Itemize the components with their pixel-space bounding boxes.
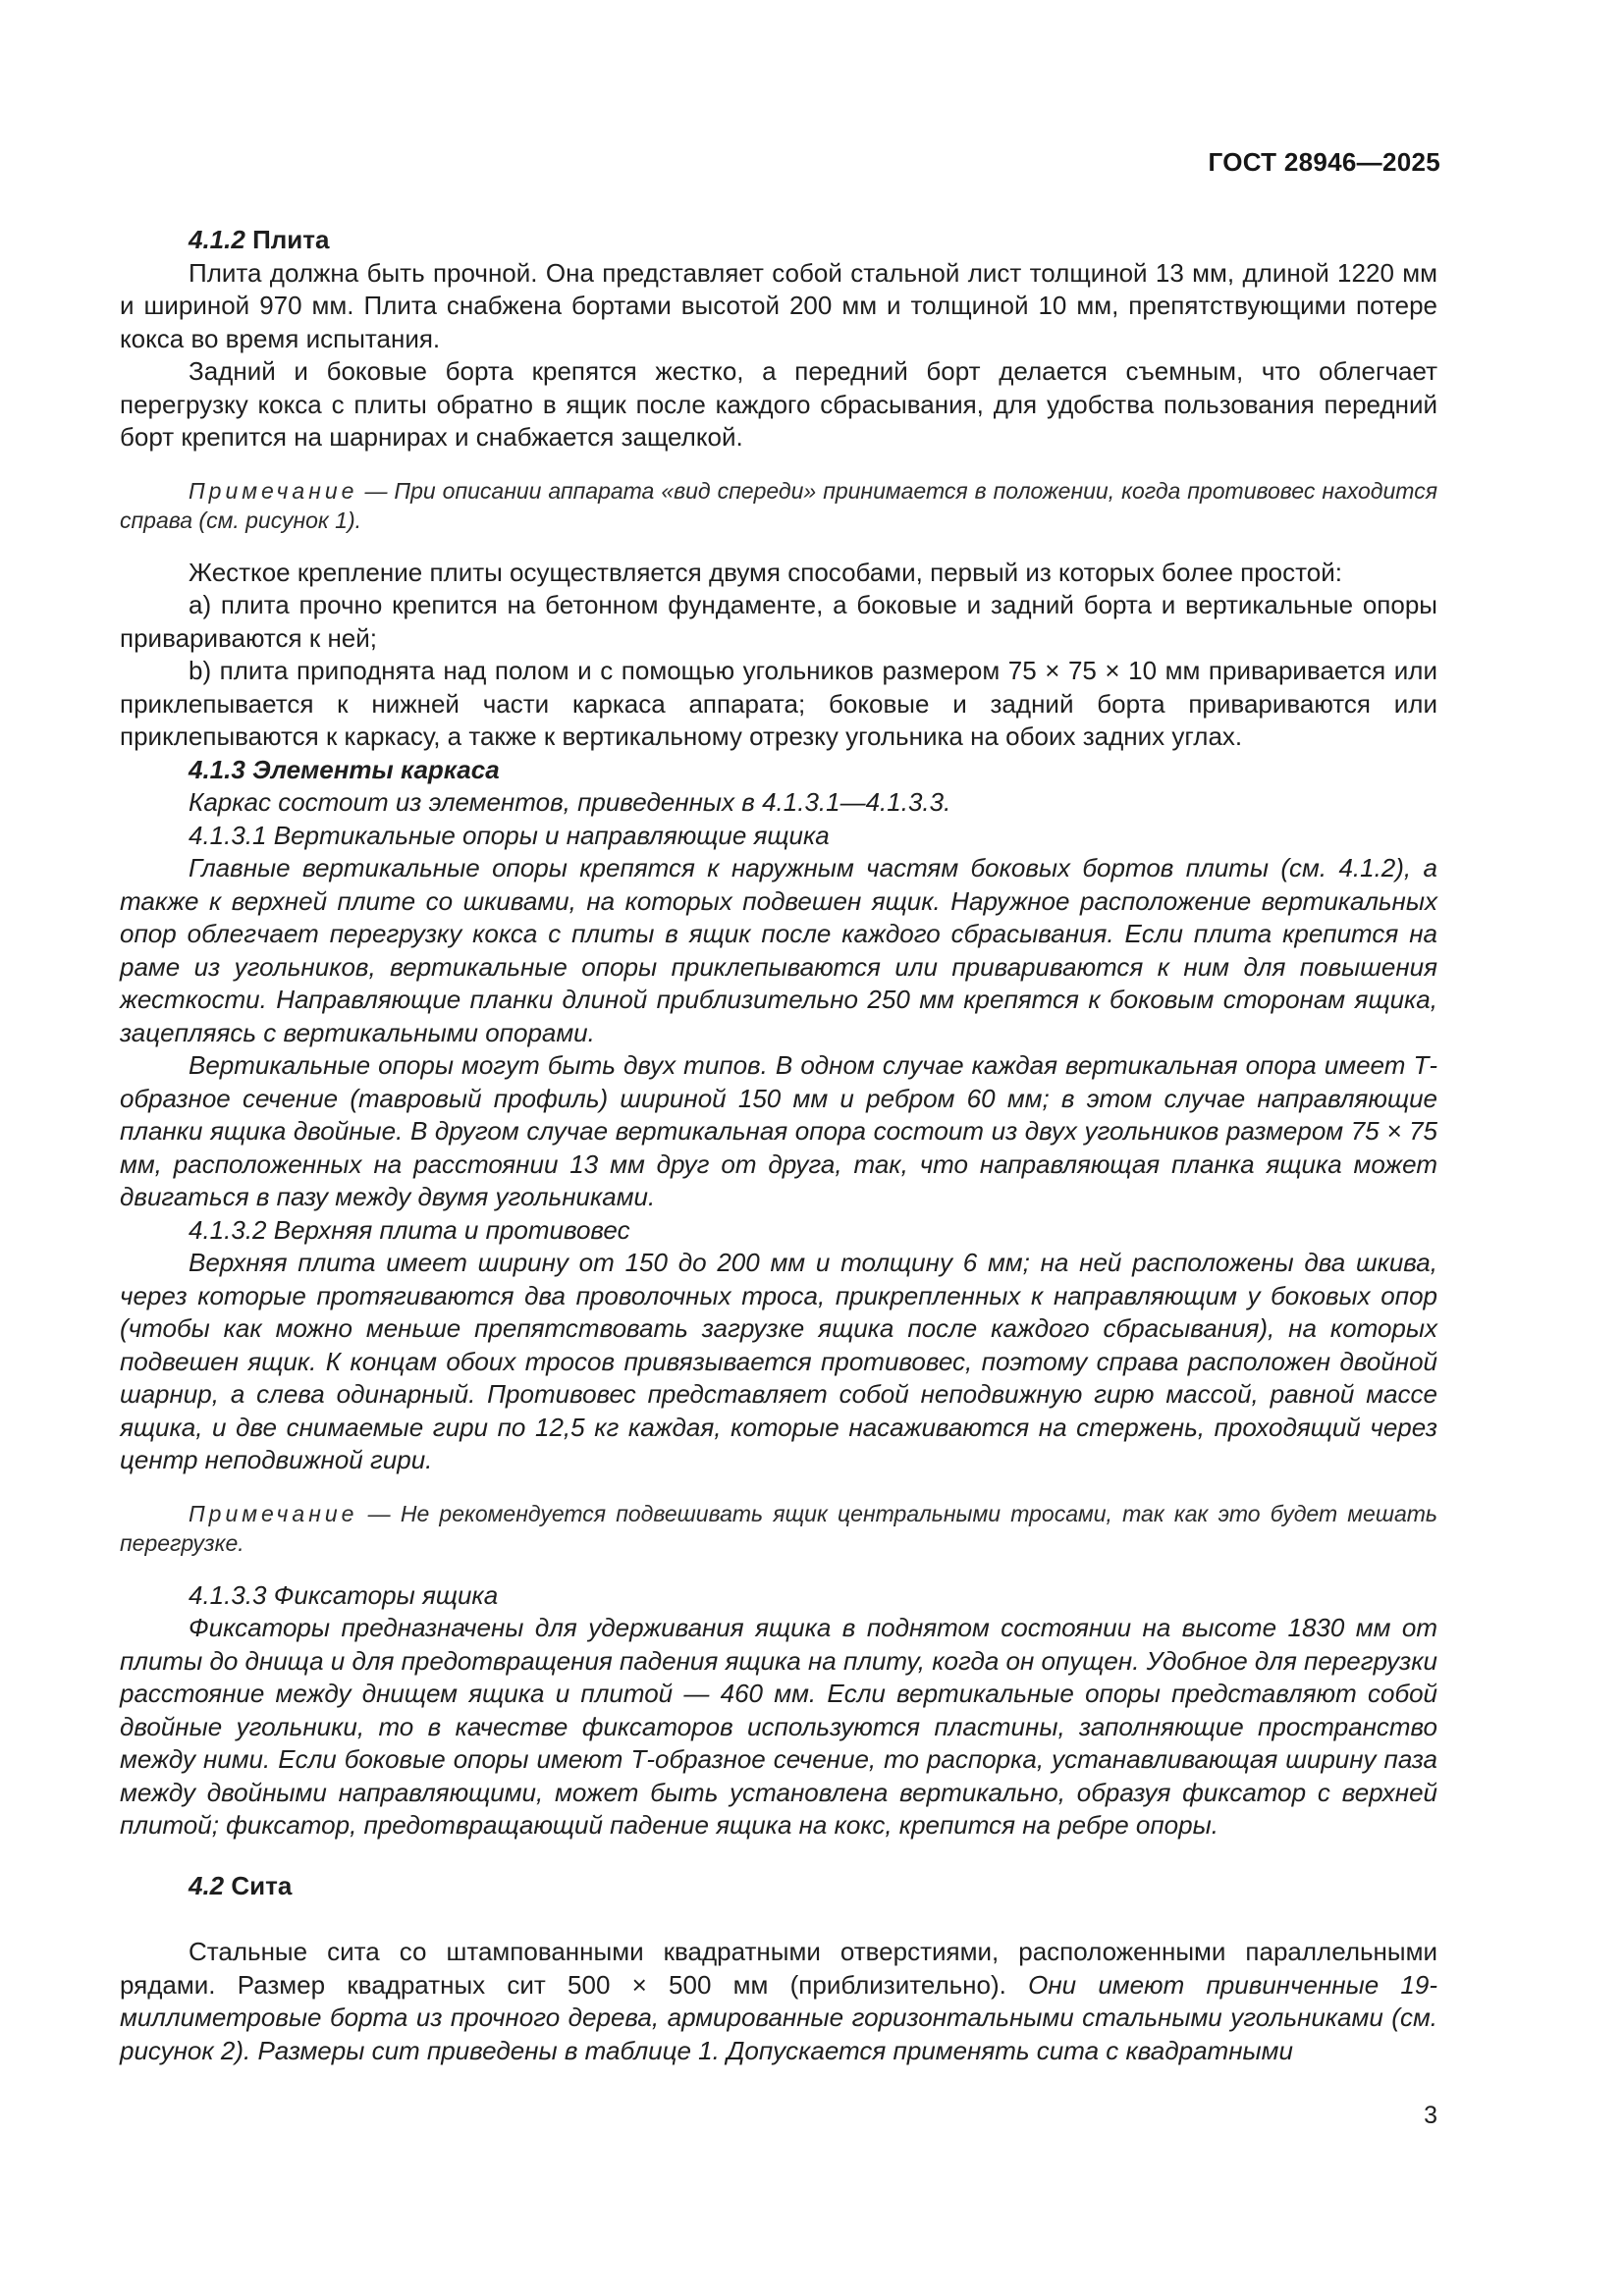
note-text: — Не рекомендуется подвешивать ящик центральными тросами, так как это будет мешать перегрузке.	[120, 1500, 1437, 1556]
section-heading-4-2	[120, 1870, 1437, 1903]
subsection-heading-4-1-3-1: 4.1.3.1 Вертикальные опоры и направляющие ящика	[189, 820, 830, 850]
paragraph: Задний и боковые борта крепятся жестко, а передний борт делается съемным, что облегчает перегрузку кокса с плиты обратно в ящик после каждого сбрасывания, для удобства пользования передний борт крепится на шарнирах и снабжается защелкой.	[120, 356, 1437, 452]
section-title: Сита	[231, 1870, 293, 1900]
paragraph: Плита должна быть прочной. Она представляет собой стальной лист толщиной 13 мм, длиной 1220 мм и шириной 970 мм. Плита снабжена бортами высотой 200 мм и толщиной 10 мм, препятствующими потере кокса во время испытания.	[120, 257, 1437, 353]
section-title: Плита	[252, 225, 330, 254]
section-heading-4-1-2	[120, 224, 1437, 257]
note-text: — При описании аппарата «вид спереди» принимается в положении, когда противовес находится справа (см. рисунок 1).	[120, 477, 1437, 533]
list-item-b: b) плита приподнята над полом и с помощью угольников размером 75 × 75 × 10 мм приваривается или приклепывается к нижней части каркаса аппарата; боковые и задний борта привариваются или приклепываются к каркасу, а также к вертикальному отрезку угольника на обоих задних углах.	[120, 656, 1437, 751]
paragraph: Фиксаторы предназначены для удерживания ящика в поднятом состоянии на высоте 1830 мм от плиты до днища и для предотвращения падения ящика на плиту, когда он опущен. Удобное для перегрузки расстояние между днищем ящика и плитой — 460 мм. Если вертикальные опоры представляют собой двойные угольники, то в качестве фиксаторов используются пластины, заполняющие пространство между ними. Если боковые опоры имеют Т-образное сечение, то распорка, устанавливающая ширину паза между двойными направляющими, может быть установлена вертикально, образуя фиксатор с верхней плитой; фиксатор, предотвращающий падение ящика на кокс, крепится на ребре опоры.	[120, 1613, 1437, 1840]
subsection-heading-4-1-3-3: 4.1.3.3 Фиксаторы ящика	[189, 1579, 499, 1610]
section-number: 4.1.2	[189, 225, 245, 254]
note-label: Примечание	[189, 477, 358, 504]
paragraph-italic-part: Они имеют привинченные 19-миллиметровые борта из прочного дерева, армированные горизонтальными стальными угольниками (см. рисунок 2). Размеры сит приведены в таблице 1. Допускается применять сита с квадратными	[120, 1969, 1437, 2065]
paragraph: Главные вертикальные опоры крепятся к наружным частям боковых бортов плиты (см. 4.1.2), а также к верхней плите со шкивами, на которых подвешен ящик. Наружное расположение вертикальных опор облегчает перегрузку кокса с плиты в ящик после каждого сбрасывания. Если плита крепится на раме из угольников, вертикальные опоры приклепываются или привариваются к ним для повышения жесткости. Направляющие планки длиной приблизительно 250 мм крепятся к боковым сторонам ящика, зацепляясь с вертикальными опорами.	[120, 853, 1437, 1047]
note	[120, 476, 1437, 535]
document-id: ГОСТ 28946—2025	[1208, 147, 1440, 177]
page-number: 3	[1424, 2102, 1437, 2129]
paragraph	[120, 1936, 1437, 2067]
paragraph: Вертикальные опоры могут быть двух типов. В одном случае каждая вертикальная опора имеет Т-образное сечение (тавровый профиль) шириной 150 мм и ребром 60 мм; в этом случае направляющие планки ящика двойные. В другом случае вертикальная опора состоит из двух угольников размером 75 × 75 мм, расположенных на расстоянии 13 мм друг от друга, так, что направляющая планка ящика может двигаться в пазу между двумя угольниками.	[120, 1050, 1437, 1211]
note-label: Примечание	[189, 1500, 358, 1526]
paragraph: Жесткое крепление плиты осуществляется двумя способами, первый из которых более простой:	[189, 557, 1342, 587]
paragraph-regular-part: Стальные сита со штампованными квадратными отверстиями, расположенными параллельными рядами. Размер квадратных сит 500 × 500 мм (приблизительно).	[120, 1937, 1437, 2000]
subsection-heading-4-1-3-2: 4.1.3.2 Верхняя плита и противовес	[189, 1214, 630, 1245]
note	[120, 1499, 1437, 1558]
paragraph: Каркас состоит из элементов, приведенных в 4.1.3.1—4.1.3.3.	[189, 787, 951, 817]
section-number: 4.2	[189, 1870, 225, 1900]
page-body	[120, 224, 1437, 2067]
paragraph: Верхняя плита имеет ширину от 150 до 200 мм и толщину 6 мм; на ней расположены два шкива, через которые протягиваются два проволочных троса, прикрепленных к направляющим у боковых опор (чтобы как можно меньше препятствовать загрузке ящика после каждого сбрасывания), на которых подвешен ящик. К концам обоих тросов привязывается противовес, поэтому справа расположен двойной шарнир, а слева одинарный. Противовес представляет собой неподвижную гирю массой, равной массе ящика, и две снимаемые гири по 12,5 кг каждая, которые насаживаются на стержень, проходящий через центр неподвижной гири.	[120, 1248, 1437, 1474]
list-item-a: a) плита прочно крепится на бетонном фундаменте, а боковые и задний борта и вертикальные опоры привариваются к ней;	[120, 590, 1437, 653]
section-heading-4-1-3: 4.1.3 Элементы каркаса	[189, 754, 500, 784]
